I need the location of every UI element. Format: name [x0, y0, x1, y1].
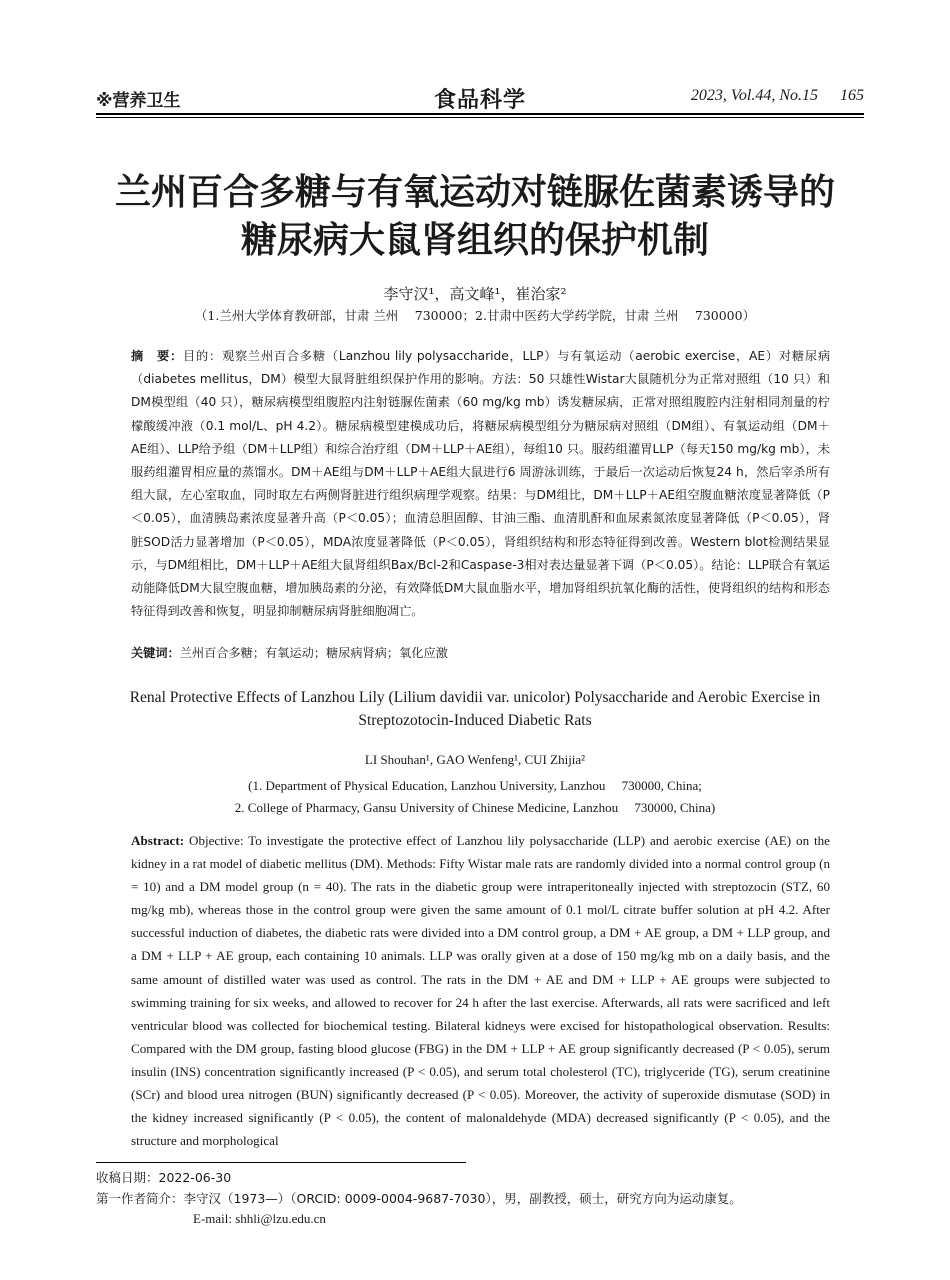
title-en-line1: Renal Protective Effects of Lanzhou Lily (Lilium davidii var. unicolor) Polysaccharide and Aerobic Exercise in	[129, 689, 821, 706]
keywords-cn-label: 关键词：	[131, 646, 180, 660]
title-cn-line1: 兰州百合多糖与有氧运动对链脲佐菌素诱导的	[114, 171, 835, 213]
running-header	[96, 86, 864, 114]
paper-title-cn	[60, 168, 890, 264]
author-email[interactable]: E-mail: shhli@lzu.edu.cn	[193, 1211, 326, 1226]
volume-info	[691, 87, 864, 105]
abstract-en-text: Objective: To investigate the protective effect of Lanzhou lily polysaccharide (LLP) and aerobic exercise (AE) on the kidney in a rat model of diabetic mellitus (DM). Methods: Fifty Wistar male rats are randomly divided into a normal control group (n = 10) and a DM model group (n = 40). The rats in the diabetic group were intraperitoneally injected with streptozocin (STZ, 60 mg/kg mb), whereas those in the control group were given the same amount of 0.1 mol/L citrate buffer solution at pH 4.2. After successful induction of diabetes, the diabetic rats were divided into a DM control group, a DM + AE group, a DM + LLP group, and a DM + LLP + AE group, each containing 10 animals. LLP was orally given at a dose of 150 mg/kg mb on a daily basis, and the same amount of distilled water was used as control. The rats in the DM + AE and DM + LLP + AE groups were subjected to swimming training for six weeks, and allowed to recover for 24 h after the last exercise. Afterwards, all rats were sacrificed and left ventricular blood was collected for biochemical testing. Bilateral kidneys were excised for histopathological observation. Results: Compared with the DM group, fasting blood glucose (FBG) in the DM + LLP + AE group significantly decreased (P < 0.05), serum insulin (INS) concentration significantly increased (P < 0.05), and serum total cholesterol (TC), triglyceride (TG), serum creatinine (SCr) and blood urea nitrogen (BUN) significantly decreased (P < 0.05). Moreover, the activity of superoxide dismutase (SOD) in the kidney increased significantly (P < 0.05), the content of malonaldehyde (MDA) decreased significantly (P < 0.05), and the structure and morphological	[131, 833, 830, 1149]
affiliations-en	[0, 775, 950, 819]
journal-name: 食品科学	[433, 88, 526, 113]
abstract-en-label: Abstract:	[131, 833, 185, 848]
abstract-en	[131, 829, 830, 1152]
volume-issue: 2023, Vol.44, No.15	[690, 87, 818, 104]
authors-cn: 李守汉¹，高文峰¹，崔治家²	[383, 285, 567, 303]
header-rule-thin	[96, 117, 864, 118]
paper-title-en	[100, 686, 850, 732]
title-en-line2: Streptozotocin-Induced Diabetic Rats	[358, 712, 592, 729]
author-bio: 第一作者简介：李守汉（1973—）（ORCID: 0009-0004-9687-7030），男，副教授，硕士，研究方向为运动康复。	[96, 1191, 742, 1206]
affiliations-cn: （1.兰州大学体育教研部，甘肃 兰州 730000；2.甘肃中医药大学药学院，甘肃 兰州 730000）	[194, 308, 756, 323]
section-label: ※营养卫生	[96, 91, 181, 111]
abstract-cn-label: 摘 要：	[131, 349, 183, 363]
affil-en-line2: 2. College of Pharmacy, Gansu University of Chinese Medicine, Lanzhou 730000, China)	[234, 800, 716, 815]
received-date: 收稿日期：2022-06-30	[96, 1170, 232, 1185]
footnote-rule	[96, 1162, 466, 1163]
keywords-cn-text: 兰州百合多糖；有氧运动；糖尿病肾病；氧化应激	[179, 646, 448, 660]
keywords-cn	[131, 644, 830, 661]
affil-en-line1: (1. Department of Physical Education, Lanzhou University, Lanzhou 730000, China;	[248, 778, 702, 793]
abstract-cn	[131, 345, 830, 623]
abstract-cn-text: 目的：观察兰州百合多糖（Lanzhou lily polysaccharide，LLP）与有氧运动（aerobic exercise，AE）对糖尿病（diabetes mellitus，DM）模型大鼠肾脏组织保护作用的影响。方法：50 只雄性Wistar大鼠随机分为正常对照组（10 只）和DM模型组（40 只），糖尿病模型组腹腔内注射链脲佐菌素（60 mg/kg mb）诱发糖尿病，正常对照组腹腔内注射相同剂量的柠檬酸缓冲液（0.1 mol/L、pH 4.2）。糖尿病模型建模成功后，将糖尿病模型组分为糖尿病对照组（DM组）、有氧运动组（DM＋AE组）、LLP给予组（DM＋LLP组）和综合治疗组（DM＋LLP＋AE组），每组10 只。服药组灌胃LLP（每天150 mg/kg mb），未服药组灌胃相应量的蒸馏水。DM＋AE组与DM＋LLP＋AE组大鼠进行6 周游泳训练，于最后一次运动后恢复24 h，然后宰杀所有组大鼠，左心室取血，同时取左右两侧肾脏进行组织病理学观察。结果：与DM组比，DM＋LLP＋AE组空腹血糖浓度显著降低（P＜0.05），血清胰岛素浓度显著升高（P＜0.05）；血清总胆固醇、甘油三酯、血清肌酐和血尿素氮浓度显著降低（P＜0.05），肾脏SOD活力显著增加（P＜0.05），MDA浓度显著降低（P＜0.05），肾组织结构和形态特征得到改善。Western blot检测结果显示，与DM组相比，DM＋LLP＋AE组大鼠肾组织Bax/Bcl-2和Caspase-3相对表达量显著下调（P＜0.05）。结论：LLP联合有氧运动能降低DM大鼠空腹血糖，增加胰岛素的分泌，有效降低DM大鼠血脂水平，增加肾组织抗氧化酶的活性，使肾组织的结构和形态特征得到改善和恢复，明显抑制糖尿病肾脏细胞凋亡。	[131, 349, 831, 619]
title-cn-line2: 糖尿病大鼠肾组织的保护机制	[240, 219, 709, 261]
header-rule	[96, 113, 864, 115]
page-number: 165	[840, 87, 864, 104]
authors-en: LI Shouhan¹, GAO Wenfeng¹, CUI Zhijia²	[364, 752, 586, 767]
